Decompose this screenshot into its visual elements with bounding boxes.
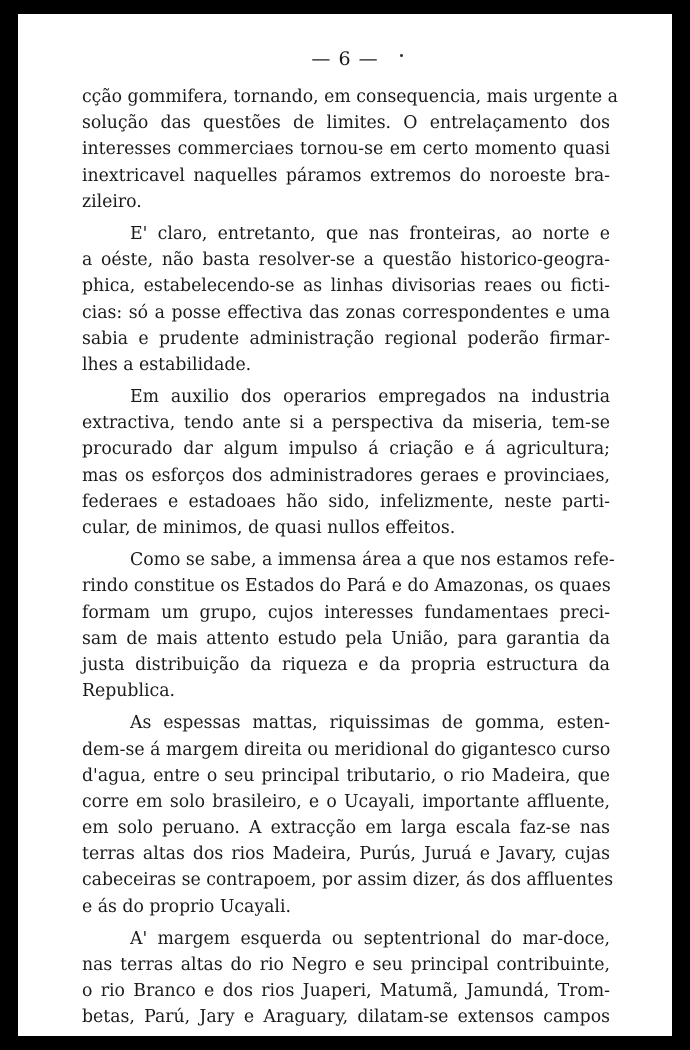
text-line: cção gommifera, tornando, em consequencia, mais urgente a [82, 87, 618, 107]
paragraph-4 [82, 547, 615, 704]
paragraph-1 [82, 84, 618, 215]
text-line: cias: só a posse effectiva das zonas correspondentes e uma [82, 302, 610, 323]
text-line: As espessas mattas, riquissimas de gomma, esten- [130, 713, 610, 734]
text-line: procurado dar algum impulso á criação e á agricultura; [82, 439, 610, 460]
text-line: phica, estabelecendo-se as linhas divisorias reaes ou ficti- [82, 276, 610, 297]
text-line: Como se sabe, a immensa área a que nos estamos refe- [130, 550, 615, 571]
text-line: formam um grupo, cujos interesses fundamentaes preci- [82, 602, 610, 623]
text-line: sabia e prudente administração regional poderão firmar- [82, 328, 610, 349]
paragraph-5 [82, 710, 614, 920]
text-line: betas, Parú, Jary e Araguary, dilatam-se extensos campos [82, 1007, 610, 1028]
paragraph-2 [82, 221, 610, 378]
text-line: a oéste, não basta resolver-se a questão historico-geogra- [82, 250, 610, 271]
paragraph-3 [82, 384, 610, 541]
text-line: dem-se á margem direita ou meridional do gigantesco curso [82, 739, 611, 760]
text-line: sam de mais attento estudo pela União, para garantia da [82, 628, 610, 649]
text-line: cular, de minimos, de quasi nullos effeitos. [82, 518, 456, 538]
text-line: zileiro. [82, 191, 142, 212]
print-speck [400, 54, 403, 57]
text-line: E' claro, entretanto, que nas fronteiras, ao norte e [130, 223, 610, 244]
text-line: corre em solo brasileiro, e o Ucayali, importante affluente, [82, 791, 610, 812]
text-line: A' margem esquerda ou septentrional do mar-doce, [130, 928, 610, 949]
text-line: cabeceiras se contrapoem, por assim dizer, ás dos affluentes [82, 870, 614, 891]
text-line: lhes a estabilidade. [82, 354, 252, 375]
text-line: rindo constitue os Estados do Pará e do Amazonas, os quaes [82, 576, 611, 597]
text-line: e ás do proprio Ucayali. [82, 896, 291, 917]
text-line: em solo peruano. A extracção em larga escala faz-se nas [82, 818, 610, 839]
page-number: — 6 — [311, 48, 379, 70]
text-line: federaes e estadoaes hão sido, infelizmente, neste parti- [82, 491, 610, 512]
book-page [18, 14, 672, 1036]
text-line: terras altas dos rios Madeira, Purús, Juruá e Javary, cujas [82, 844, 610, 865]
text-line: Republica. [82, 681, 176, 702]
text-line: inextricavel naquelles páramos extremos do noroeste bra- [82, 165, 610, 186]
text-line: extractiva, tendo ante si a perspectiva da miseria, tem-se [82, 413, 610, 434]
text-line: solução das questões de limites. O entrelaçamento dos [82, 113, 610, 134]
text-line: mas os esforços dos administradores geraes e provinciaes, [82, 465, 610, 486]
text-line: nas terras altas do rio Negro e seu principal contribuinte, [82, 955, 610, 975]
text-line: d'agua, entre o seu principal tributario, o rio Madeira, que [82, 765, 610, 786]
text-line: Em auxilio dos operarios empregados na industria [130, 387, 610, 408]
text-line: o rio Branco e dos rios Juaperi, Matumã, Jamundá, Trom- [82, 981, 610, 1002]
paragraph-6 [82, 926, 610, 1031]
body-text [82, 84, 618, 1036]
text-line: interesses commerciaes tornou-se em certo momento quasi [82, 139, 610, 160]
text-line: justa distribuição da riqueza e da propria estructura da [82, 654, 610, 675]
